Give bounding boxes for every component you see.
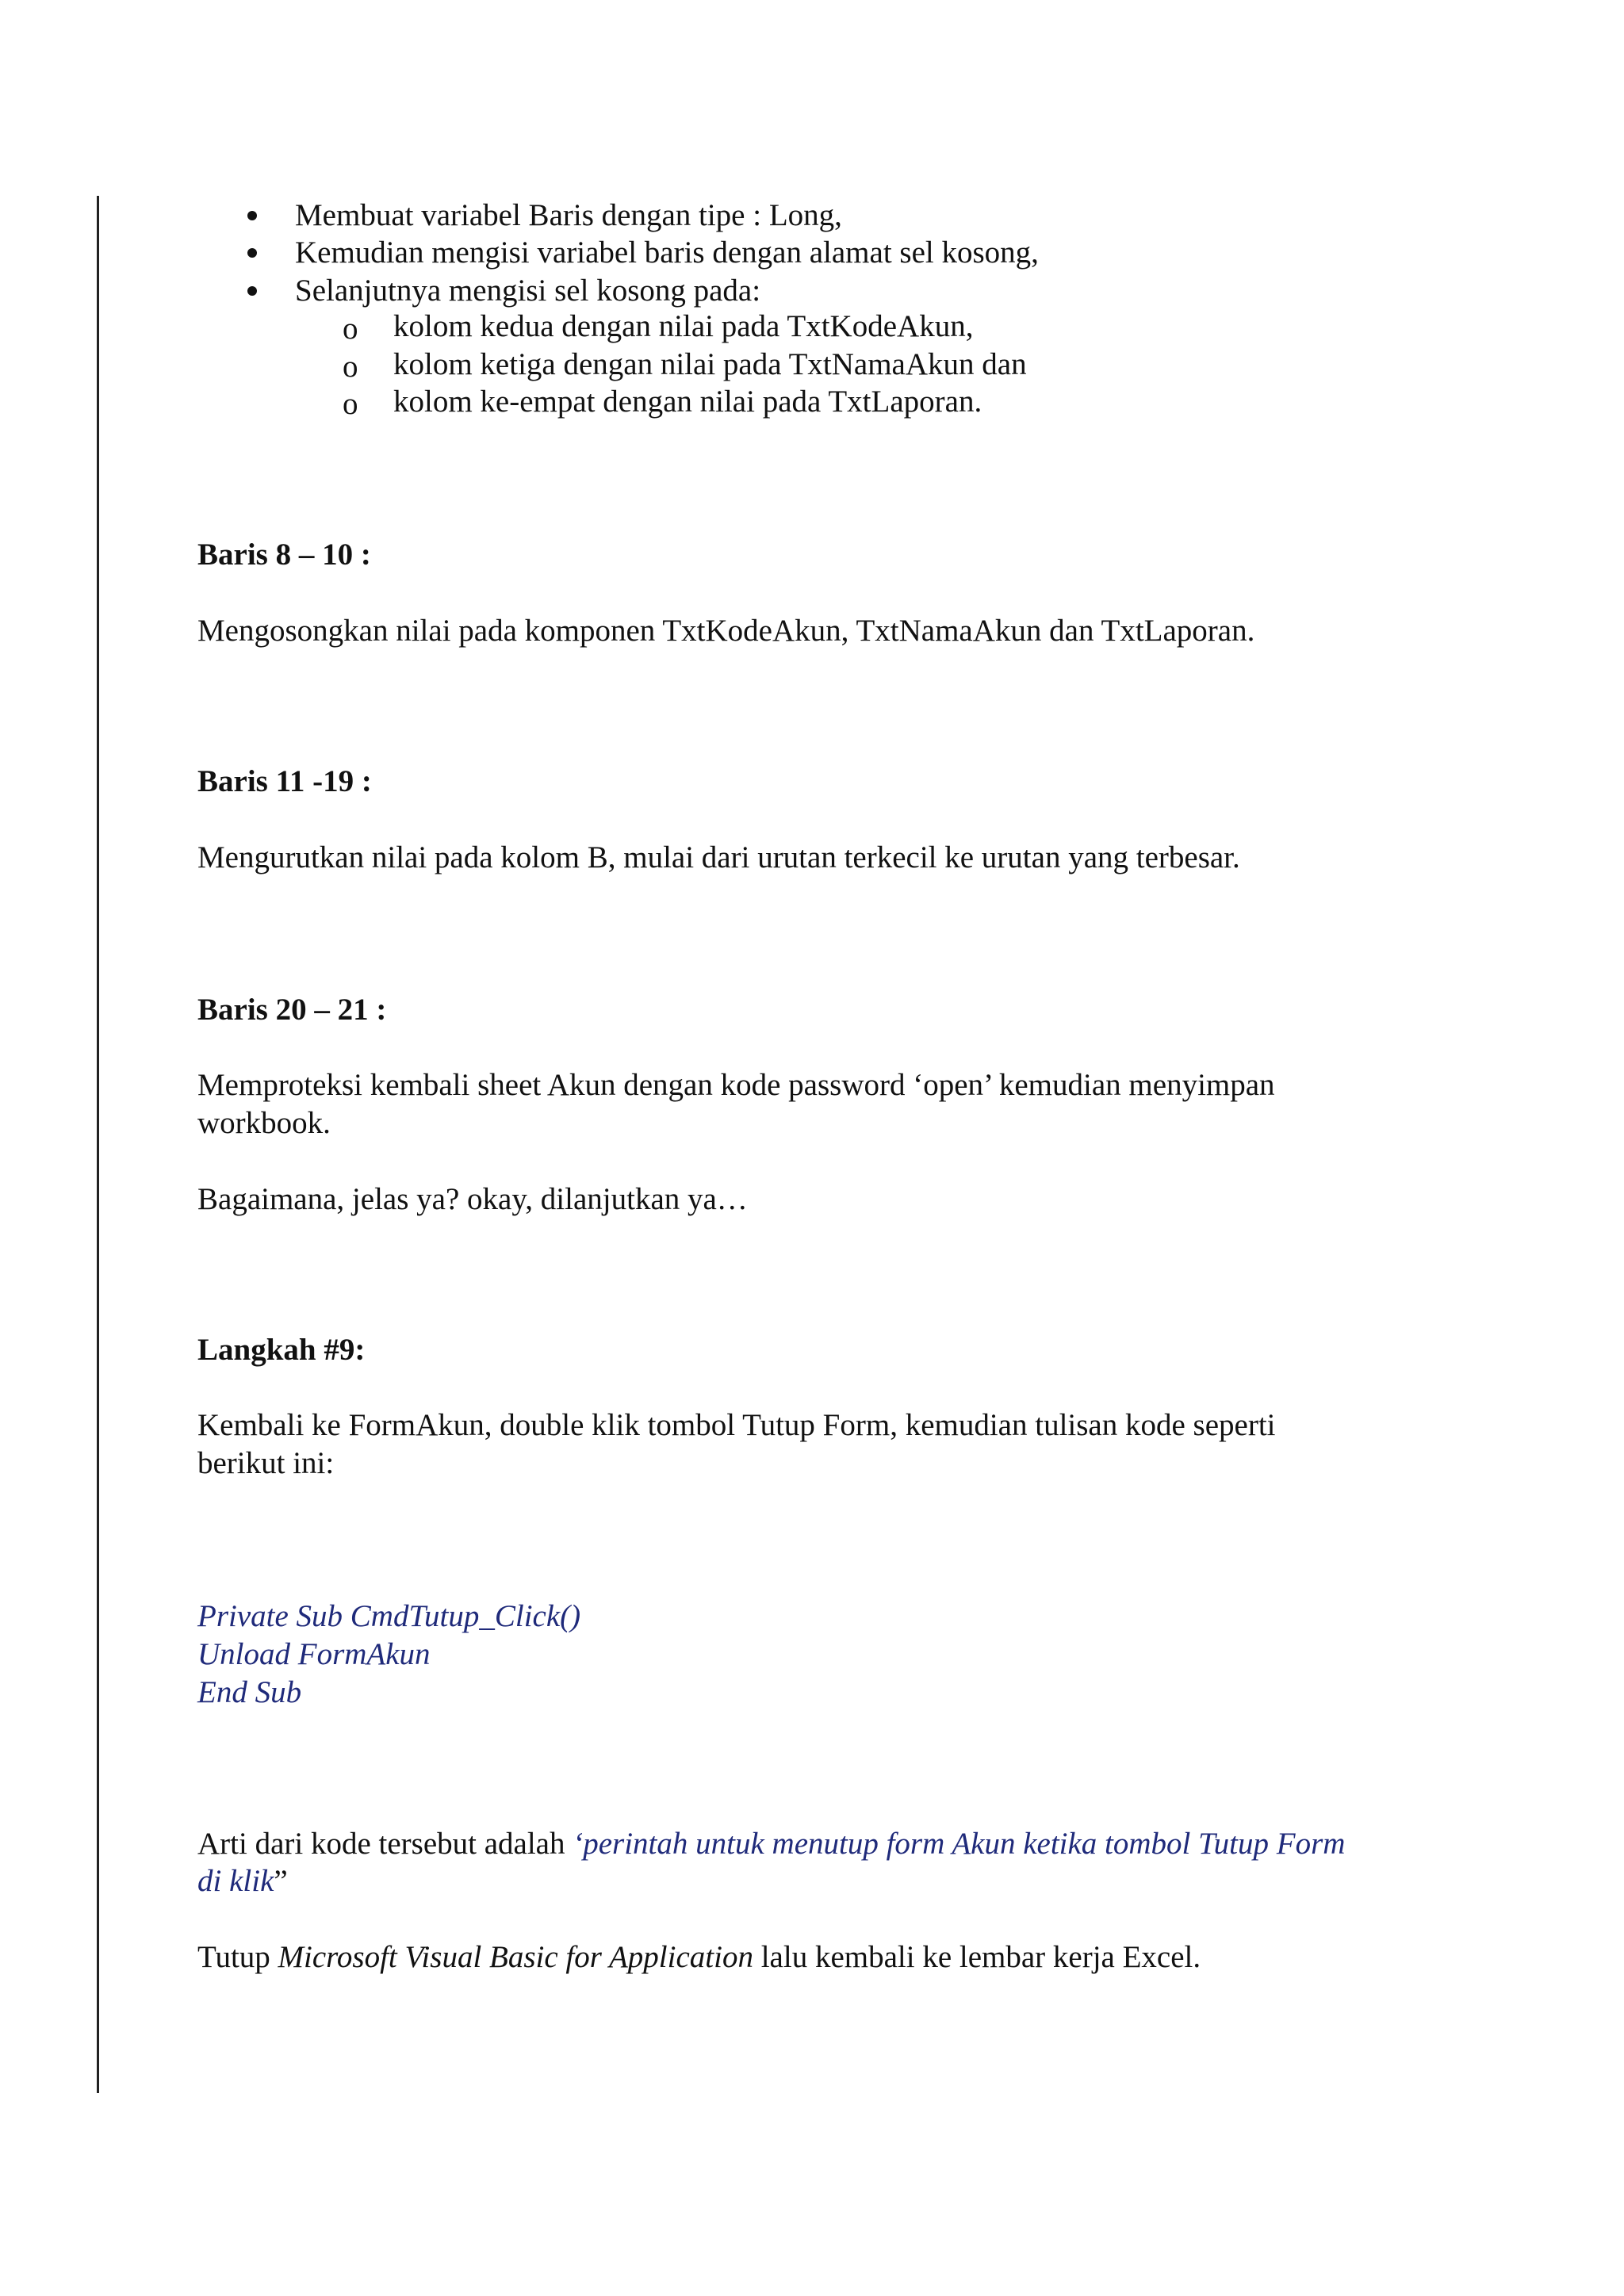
bullet-item: Selanjutnya mengisi sel kosong pada:: [295, 274, 761, 308]
sub-bullet-marker: o: [343, 312, 358, 346]
section-body: Kembali ke FormAkun, double klik tombol Tutup Form, kemudian tulisan kode seperti: [197, 1408, 1276, 1442]
section-body: Mengurutkan nilai pada kolom B, mulai dari urutan terkecil ke urutan yang terbesar.: [197, 840, 1240, 874]
sub-bullet-item: kolom kedua dengan nilai pada TxtKodeAkun,: [393, 309, 974, 343]
bullet-dot-icon: [247, 248, 257, 258]
left-margin-rule: [97, 196, 99, 2093]
section-body: berikut ini:: [197, 1446, 335, 1480]
bullet-dot-icon: [247, 211, 257, 220]
closing-prefix: Tutup: [197, 1940, 278, 1974]
explanation-line: [197, 1825, 1345, 1863]
bullet-item: Membuat variabel Baris dengan tipe : Long,: [295, 198, 842, 232]
closing-line: [197, 1938, 1201, 1976]
section-body: Memproteksi kembali sheet Akun dengan kode password ‘open’ kemudian menyimpan: [197, 1068, 1275, 1102]
explanation-quote: ‘perintah untuk menutup form Akun ketika tombol Tutup Form: [573, 1827, 1346, 1861]
code-line: End Sub: [197, 1675, 302, 1709]
sub-bullet-item: kolom ke-empat dengan nilai pada TxtLaporan.: [393, 385, 982, 419]
explanation-prefix: Arti dari kode tersebut adalah: [197, 1827, 573, 1861]
bullet-item: Kemudian mengisi variabel baris dengan alamat sel kosong,: [295, 235, 1039, 270]
section-heading: Langkah #9:: [197, 1333, 366, 1367]
closing-app-name: Microsoft Visual Basic for Application: [278, 1940, 753, 1974]
sub-bullet-marker: o: [343, 387, 358, 421]
sub-bullet-item: kolom ketiga dengan nilai pada TxtNamaAkun dan: [393, 347, 1027, 381]
sub-bullet-marker: o: [343, 350, 358, 384]
bullet-dot-icon: [247, 286, 257, 296]
section-heading: Baris 20 – 21 :: [197, 993, 387, 1027]
closing-suffix: lalu kembali ke lembar kerja Excel.: [753, 1940, 1201, 1974]
section-body: workbook.: [197, 1106, 331, 1140]
section-heading: Baris 11 -19 :: [197, 764, 372, 798]
explanation-line: [197, 1862, 288, 1900]
code-line: Private Sub CmdTutup_Click(): [197, 1599, 581, 1633]
section-heading: Baris 8 – 10 :: [197, 538, 371, 572]
explanation-suffix: ”: [274, 1864, 288, 1898]
code-line: Unload FormAkun: [197, 1637, 431, 1671]
explanation-quote: di klik: [197, 1864, 274, 1898]
section-note: Bagaimana, jelas ya? okay, dilanjutkan ya…: [197, 1182, 748, 1216]
section-body: Mengosongkan nilai pada komponen TxtKodeAkun, TxtNamaAkun dan TxtLaporan.: [197, 614, 1255, 648]
